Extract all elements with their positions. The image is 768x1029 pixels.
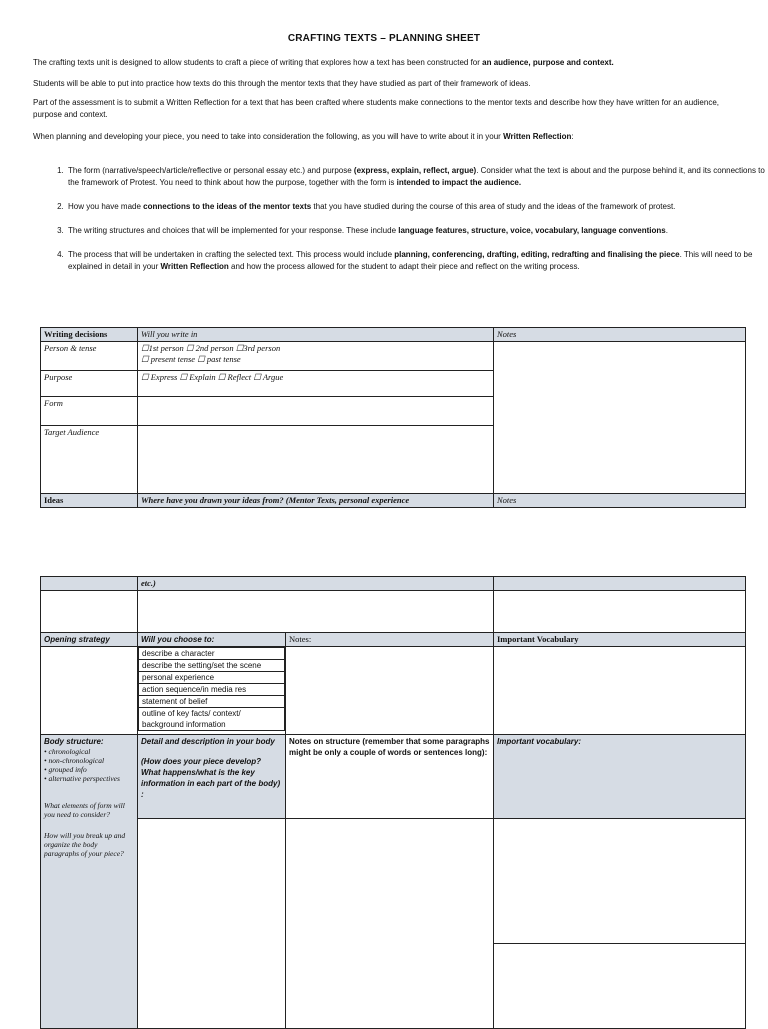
person-tense-options[interactable] <box>138 342 494 371</box>
opening-notes-input-cell[interactable] <box>286 647 494 735</box>
ideas-notes-input-cell[interactable] <box>494 591 746 633</box>
intro-paragraph-3: Part of the assessment is to submit a Written Reflection for a text that has been crafted where students make connections to the mentor texts and describe how they have written for an audience, purpose and context. <box>33 98 719 119</box>
opening-options-cell <box>138 647 286 735</box>
list-item: 4. The process that will be undertaken in crafting the selected text. This process would include planning, conferencing, drafting, editing, redrafting and finalising the piece. This will need to be explained in detail in your Written Reflection and how the process allowed for the student to adapt their piece and reflect on the writing process. <box>66 249 768 273</box>
body-detail-input-cell[interactable] <box>138 819 286 1029</box>
form-input-cell[interactable] <box>138 397 494 426</box>
body-bullet: • chronological <box>44 747 91 756</box>
important-vocabulary-header: Important Vocabulary <box>494 633 746 647</box>
opening-option[interactable]: statement of belief <box>139 696 285 708</box>
body-vocab-input-cell[interactable] <box>494 819 746 1029</box>
considerations-list <box>33 165 768 285</box>
opening-option[interactable]: outline of key facts/ context/ background information <box>139 708 285 731</box>
body-bullet: • non-chronological <box>44 756 105 765</box>
body-notes-header: Notes on structure (remember that some paragraphs might be only a couple of words or sentences long): <box>286 735 494 819</box>
notes-header: Notes <box>494 328 746 342</box>
intro-p1-text: The crafting texts unit is designed to allow students to craft a piece of writing that explores how a text has been constructed for <box>33 58 483 67</box>
intro-paragraph-1 <box>33 57 738 69</box>
body-structure-label: Body structure: <box>44 737 104 746</box>
body-development-question: (How does your piece develop? What happens/what is the key information in each part of the body) : <box>141 757 281 799</box>
target-audience-input-cell[interactable] <box>138 426 494 494</box>
paragraph-organization-question: How will you break up and organize the body paragraphs of your piece? <box>44 831 126 858</box>
person-tense-label: Person & tense <box>41 342 138 371</box>
structure-table <box>40 576 746 1029</box>
ideas-label: Ideas <box>41 494 138 508</box>
body-detail-cell <box>138 735 286 819</box>
intro-p4-text: When planning and developing your piece, you need to take into consideration the following, as you will have to write about it in your <box>33 132 504 141</box>
page-title: CRAFTING TEXTS – PLANNING SHEET <box>287 33 481 44</box>
body-vocab-header: Important vocabulary: <box>494 735 746 819</box>
body-structure-cell <box>41 735 138 1029</box>
writing-decisions-table <box>40 327 746 508</box>
form-elements-question: What elements of form will you need to consider? <box>44 801 125 819</box>
opening-option[interactable]: action sequence/in media res <box>139 684 285 696</box>
writing-decisions-header: Writing decisions <box>41 328 138 342</box>
writing-notes-cell[interactable] <box>494 342 746 494</box>
opening-options-list <box>138 647 285 731</box>
body-bullet: • alternative perspectives <box>44 774 120 783</box>
body-bullet: • grouped info <box>44 765 87 774</box>
opening-option[interactable]: describe a character <box>139 648 285 660</box>
body-detail-question: Detail and description in your body <box>141 737 275 746</box>
opening-vocab-input-cell[interactable] <box>494 647 746 735</box>
opening-notes-header: Notes: <box>286 633 494 647</box>
opening-option[interactable]: describe the setting/set the scene <box>139 660 285 672</box>
intro-p4-post: : <box>571 132 574 141</box>
opening-blank-cell <box>41 647 138 735</box>
ideas-input-cell[interactable] <box>138 591 494 633</box>
ideas-question-continued: etc.) <box>138 577 494 591</box>
body-notes-input-cell[interactable] <box>286 819 494 1029</box>
list-item: 2. How you have made connections to the ideas of the mentor texts that you have studied during the course of this area of study and the ideas of the framework of protest. <box>66 201 768 213</box>
will-you-write-in-header: Will you write in <box>138 328 494 342</box>
intro-p1-bold: an audience, purpose and context. <box>482 58 614 67</box>
ideas-question: Where have you drawn your ideas from? (Mentor Texts, personal experience <box>138 494 494 508</box>
opening-question: Will you choose to: <box>138 633 286 647</box>
body-vocab-upper[interactable] <box>494 819 745 944</box>
target-audience-label: Target Audience <box>41 426 138 494</box>
ideas-notes-header: Notes <box>494 494 746 508</box>
person-checkboxes[interactable]: ☐1st person ☐ 2nd person ☐3rd person <box>141 343 281 353</box>
purpose-checkboxes[interactable]: ☐ Express ☐ Explain ☐ Reflect ☐ Argue <box>138 371 494 397</box>
opening-option[interactable]: personal experience <box>139 672 285 684</box>
ideas-blank-cell <box>41 591 138 633</box>
continued-notes-cell <box>494 577 746 591</box>
list-item: 3. The writing structures and choices that will be implemented for your response. These include language features, structure, voice, vocabulary, language conventions. <box>66 225 768 237</box>
continued-blank-cell <box>41 577 138 591</box>
intro-paragraph-4 <box>33 131 738 143</box>
list-item: 1. The form (narrative/speech/article/reflective or personal essay etc.) and purpose (express, explain, reflect, argue). Consider what the text is about and the purpose behind it, and its connections to the framework of Protest. You need to think about how the purpose, together with the form is intended to impact the audience. <box>66 165 768 189</box>
form-label: Form <box>41 397 138 426</box>
purpose-label: Purpose <box>41 371 138 397</box>
tense-checkboxes[interactable]: ☐ present tense ☐ past tense <box>141 354 241 364</box>
opening-strategy-label: Opening strategy <box>41 633 138 647</box>
intro-paragraph-2: Students will be able to put into practice how texts do this through the mentor texts that they have studied as part of their framework of ideas. <box>33 79 531 88</box>
intro-p4-bold: Written Reflection <box>503 132 572 141</box>
